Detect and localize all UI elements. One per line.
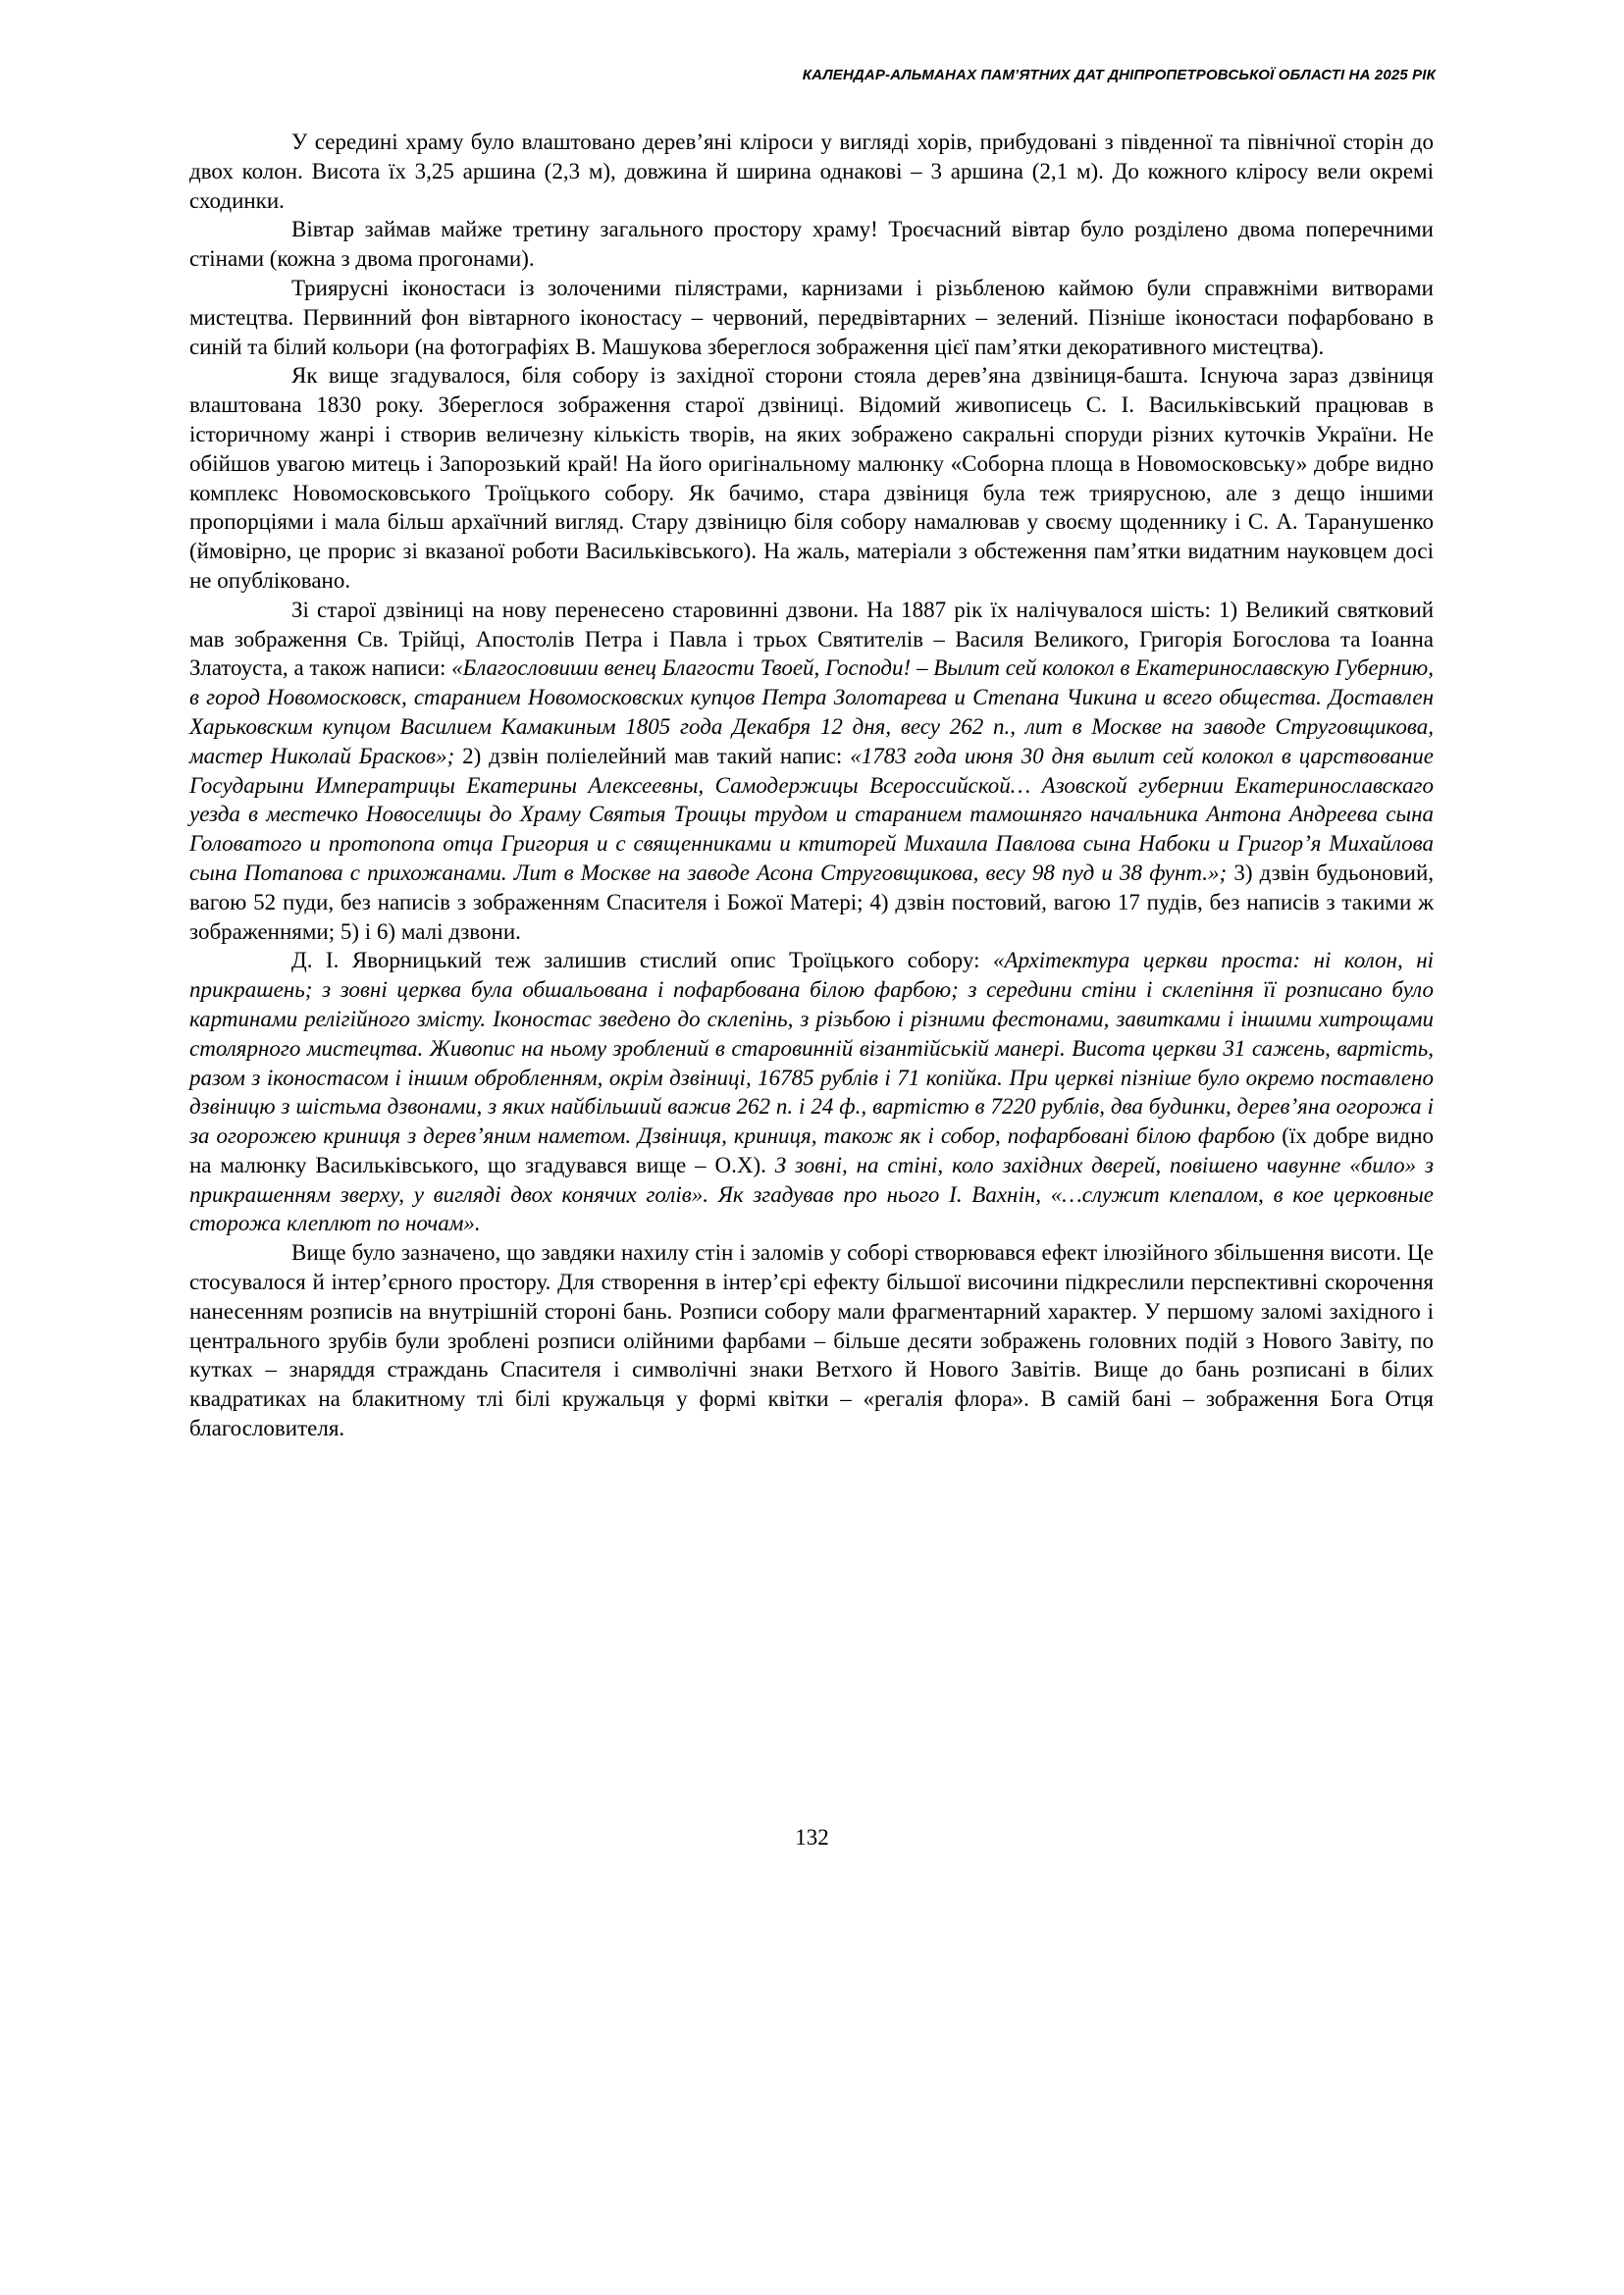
page-number: 132 <box>795 1825 829 1850</box>
paragraph-kliros: У середині храму було влаштовано дерев’яні кліроси у вигляді хорів, прибудовані з південної та північної сторін до двох колон. Висота їх 3,25 аршина (2,3 м), довжина й ширина однакові – 3 аршина (2,1 м). До кожного кліросу вели окремі сходинки. <box>189 130 1434 213</box>
paragraph-text: Д. І. Яворницький теж залишив стислий опис Троїцького собору: <box>291 948 993 973</box>
paragraph-bell-tower: Як вище згадувалося, біля собору із західної сторони стояла дерев’яна дзвіниця-башта. Існуюча зараз дзвіниця влаштована 1830 року. Збереглося зображення старої дзвіниці. Відомий живописець С. І. Васильківський працював в історичному жанрі і створив величезну кількість творів, на яких зображено сакральні споруди різних куточків України. Не обійшов увагою митець і Запорозький край! На його оригінальному малюнку «Соборна площа в Новомосковську» добре видно комплекс Новомосковського Троїцького собору. Як бачимо, стара дзвіниця була теж триярусною, але з дещо іншими пропорціями і мала більш архаїчний вигляд. Стару дзвіницю біля собору намалював у своєму щоденнику і С. А. Таранушенко (ймовірно, це прорис зі вказаної роботи Васильківського). На жаль, матеріали з обстеження пам’ятки видатним науковцем досі не опубліковано. <box>189 363 1434 593</box>
paragraph-bells <box>189 596 1434 947</box>
paragraph-text: 3) дзвін будьоновий, вагою 52 пуди, без написів з зображенням Спасителя і Божої Матері; 4) дзвін постовий, вагою 17 пудів, без написів з такими ж зображеннями; 5) і 6) малі дзвони. <box>189 860 1435 944</box>
paragraph-text: 2) дзвін поліелейний мав такий напис: <box>454 743 851 768</box>
article-body <box>189 128 1434 1443</box>
paragraph-yavornytsky <box>189 946 1434 1238</box>
yavornytsky-quote-cont: З зовні, на стіні, коло західних дверей, повішено чавунне «било» з прикрашенням зверху, у вигляді двох конячих голів». Як згадував про нього І. Вахнін, «…служит клепалом, в кое церковные сторожа клеплют по ночам». <box>189 1152 1435 1236</box>
yavornytsky-quote: «Архітектура церкви проста: ні колон, ні прикрашень; з зовні церква була обшальована і пофарбована білою фарбою; з середини стіни і склепіння її розписано було картинами релігійного змісту. Іконостас зведено до склепінь, з різьбою і різними фестонами, завитками і іншими хитрощами столярного мистецтва. Живопис на ньому зроблений в старовинній візантійській манері. Висота церкви 31 сажень, вартість, разом з іконостасом і іншим обробленням, окрім дзвіниці, 16785 рублів і 71 копійка. При церкві пізніше було окремо поставлено дзвіницю з шістьма дзвонами, з яких найбільший важив 262 п. і 24 ф., вартістю в 7220 рублів, два будинки, дерев’яна огорожа і за огорожею криниця з дерев’яним наметом. Дзвіниця, криниця, також як і собор, пофарбовані білою фарбою <box>189 948 1434 1149</box>
bell-inscription-2: «1783 года июня 30 дня вылит сей колокол в царствование Государыни Императрицы Екатерины Алексеевны, Самодержицы Всероссийской… Азовской губернии Екатеринославскаго уезда в местечко Новоселицы до Храму Святыя Троицы трудом и старанием тамошняго начальника Антона Андреева сына Головатого и протопопа отца Григория и с священниками и ктиторей Михаила Павлова сына Набоки и Григор’я Михайлова сына Потапова с прихожанами. Лит в Москве на заводе Асона Струговщикова, весу 98 пуд и 38 фунт.»; <box>189 743 1435 885</box>
running-header: КАЛЕНДАР-АЛЬМАНАХ ПАМ’ЯТНИХ ДАТ ДНІПРОПЕТРОВСЬКОЇ ОБЛАСТІ НА 2025 РІК <box>802 67 1436 83</box>
paragraph-paintings: Вище було зазначено, що завдяки нахилу стін і заломів у соборі створювався ефект ілюзійного збільшення висоти. Це стосувалося й інтер’єрного простору. Для створення в інтер’єрі ефекту більшої височини підкреслили перспективні скорочення нанесенням розписів на внутрішній стороні бань. Розписи собору мали фрагментарний характер. У першому заломі західного і центрального зрубів були зроблені розписи олійними фарбами – більше десяти зображень головних подій з Нового Завіту, по кутках – знаряддя страждань Спасителя і символічні знаки Ветхого й Нового Завітів. Вище до бань розписані в білих квадратиках на блакитному тлі білі кружальця у формі квітки – «регалія флора». В самій бані – зображення Бога Отця благословителя. <box>189 1240 1434 1441</box>
paragraph-text: (їх добре видно на малюнку Васильківського, що згадувався вище – О.Х). <box>189 1123 1435 1177</box>
paragraph-altar: Вівтар займав майже третину загального простору храму! Троєчасний вівтар було розділено двома поперечними стінами (кожна з двома прогонами). <box>189 217 1434 272</box>
paragraph-iconostasis: Триярусні іконостаси із золоченими пілястрами, карнизами і різьбленою каймою були справжніми витворами мистецтва. Первинний фон вівтарного іконостасу – червоний, передвівтарних – зелений. Пізніше іконостаси пофарбовано в синій та білий кольори (на фотографіях В. Машукова збереглося зображення цієї пам’ятки декоративного мистецтва). <box>189 275 1434 359</box>
paragraph-text: Зі старої дзвіниці на нову перенесено старовинні дзвони. На 1887 рік їх налічувалося шість: 1) Великий святковий мав зображення Св. Трійці, Апостолів Петра і Павла і трьох Святителів – Василя Великого, Григорія Богослова та Іоанна Златоуста, а також написи: <box>189 597 1434 681</box>
bell-inscription-1: «Благословиши венец Благости Твоей, Господи! – Вылит сей колокол в Екатеринославскую Губернию, в город Новомосковск, старанием Новомосковских купцов Петра Золотарева и Степана Чикина и всего общества. Доставлен Харьковским купцом Василием Камакиным 1805 года Декабря 12 дня, весу 262 п., лит в Москве на заводе Струговщикова, мастер Николай Брасков»; <box>189 655 1434 768</box>
